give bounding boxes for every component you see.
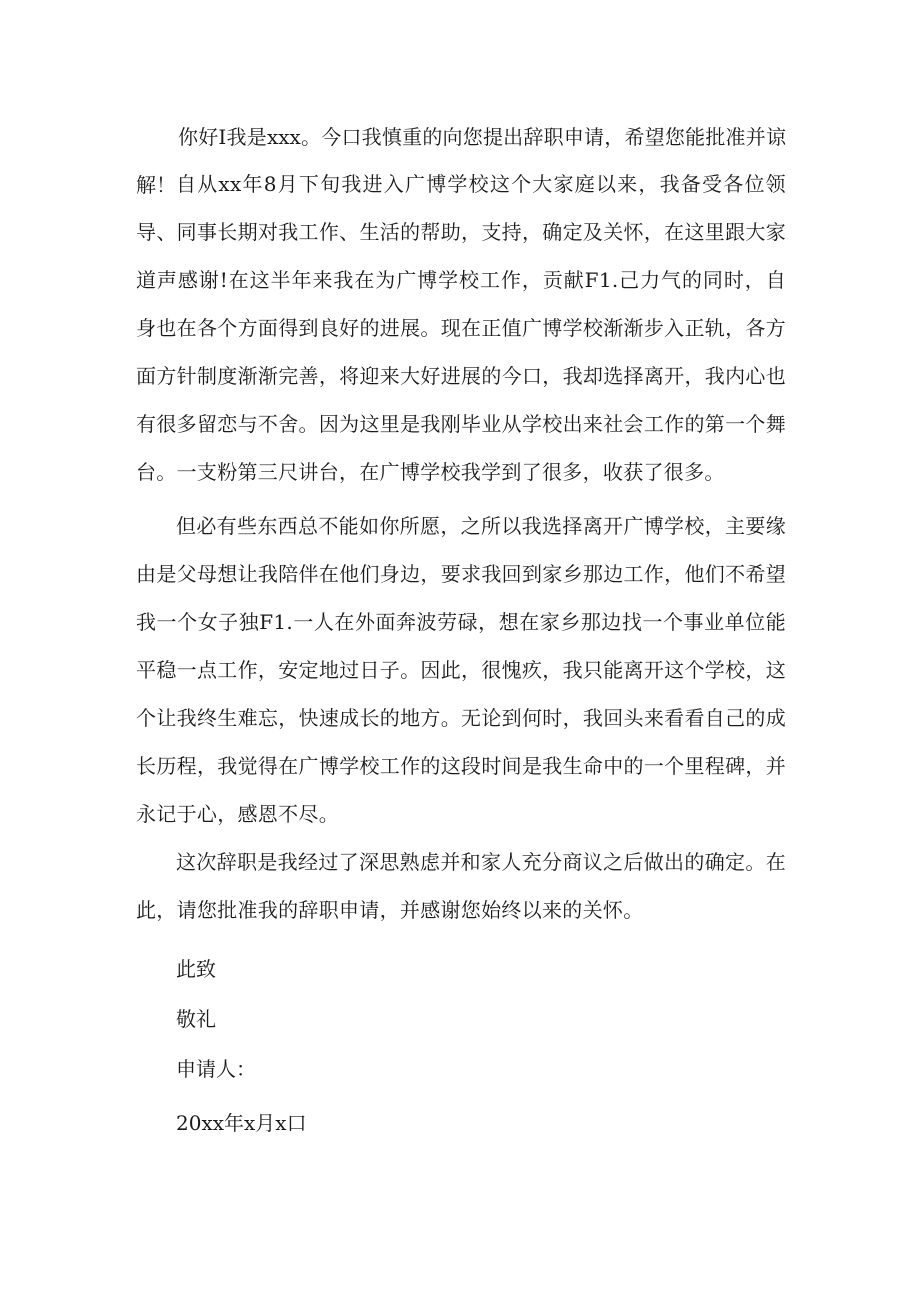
signature-label: 申请人： bbox=[176, 1057, 256, 1081]
paragraph-request: 这次辞职是我经过了深思熟虑并和家人充分商议之后做出的确定。在此，请您批准我的辞职申请，并感谢您始终以来的关怀。 bbox=[136, 850, 786, 922]
paragraph-greeting: 你好I我是xxx。今口我慎重的向您提出辞职申请，希望您能批准并谅解！ bbox=[136, 125, 786, 197]
closing-salutation: 此致 bbox=[176, 957, 216, 981]
letter-date: 20xx年x月x口 bbox=[176, 1111, 307, 1135]
closing-regards: 敬礼 bbox=[176, 1007, 216, 1031]
paragraph-gratitude: 自从xx年8月下旬我进入广博学校这个大家庭以来，我备受各位领导、同事长期对我工作、生活的帮助，支持，确定及关怀，在这里跟大家道声感谢!在这半年来我在为广博学校工作，贡献F1.己力气的同时，自身也在各个方面得到良好的进展。现在正值广博学校渐渐步入正轨，各方面方针制度渐渐完善，将迎来大好进展的今口，我却选择离开，我内心也有很多留恋与不舍。因为这里是我刚毕业从学校出来社会工作的第一个舞台。一支粉第三尺讲台，在广博学校我学到了很多，收获了很多。 bbox=[136, 172, 786, 484]
paragraph-reason: 但必有些东西总不能如你所愿，之所以我选择离开广博学校，主要缘由是父母想让我陪伴在他们身边，要求我回到家乡那边工作，他们不希望我一个女子独F1.一人在外面奔波劳碌，想在家乡那边找一个事业单位能平稳一点工作，安定地过日子。因此，很愧疚，我只能离开这个学校，这个让我终生难忘，快速成长的地方。无论到何时，我回头来看看自己的成长历程，我觉得在广博学校工作的这段时间是我生命中的一个里程碑，并永记于心，感恩不尽。 bbox=[136, 514, 786, 826]
